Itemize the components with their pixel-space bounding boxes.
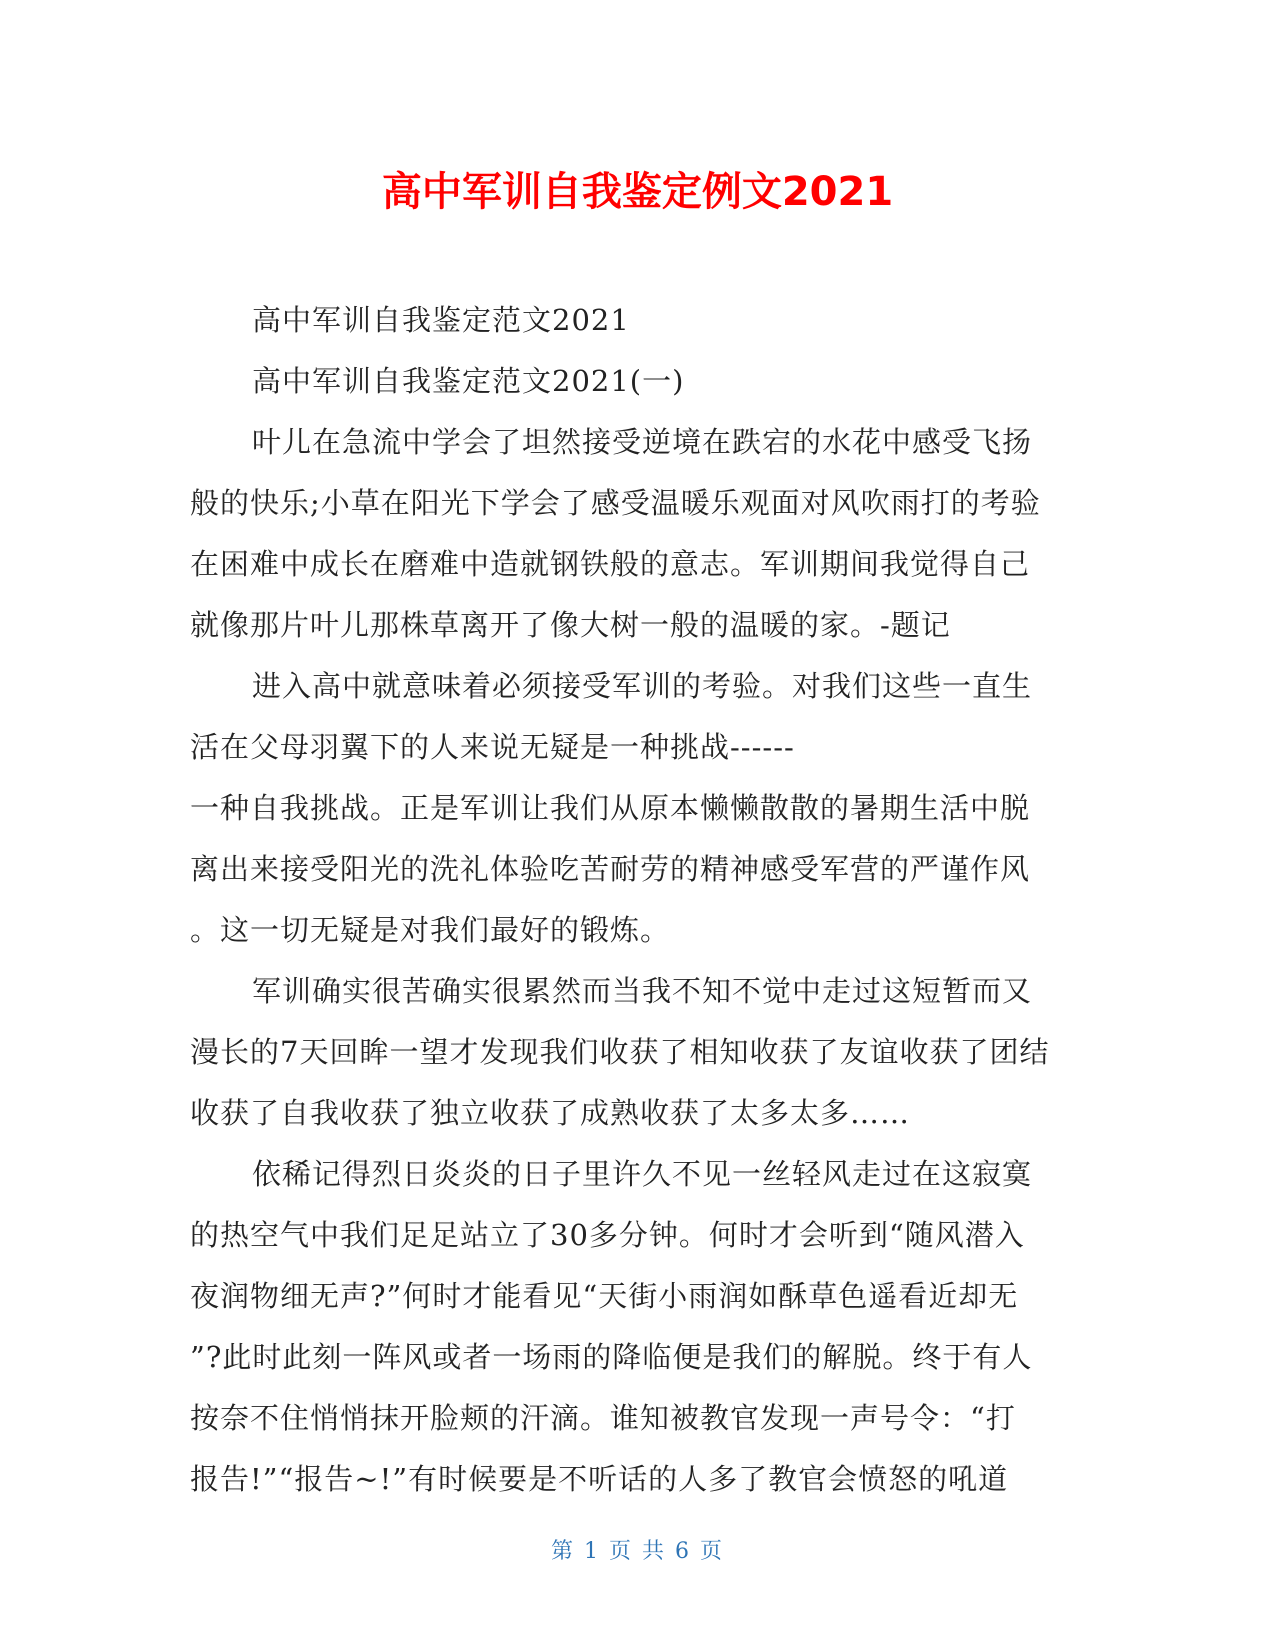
body-line: 漫长的7天回眸一望才发现我们收获了相知收获了友谊收获了团结 [190,1035,1050,1069]
body-line: 在困难中成长在磨难中造就钢铁般的意志。军训期间我觉得自己 [190,547,1031,581]
document-body [190,290,1085,1510]
body-line: 的热空气中我们足足站立了30多分钟。何时才会听到“随风潜入 [190,1218,1025,1252]
body-line: 依稀记得烈日炎炎的日子里许久不见一丝轻风走过在这寂寞 [252,1157,1033,1191]
body-line: 收获了自我收获了独立收获了成熟收获了太多太多…… [190,1096,911,1130]
body-line: 高中军训自我鉴定范文2021 [252,303,630,337]
body-line: 军训确实很苦确实很累然而当我不知不觉中走过这短暂而又 [252,974,1033,1008]
body-line: 夜润物细无声?”何时才能看见“天街小雨润如酥草色遥看近却无 [190,1279,1019,1313]
body-line: 活在父母羽翼下的人来说无疑是一种挑战------ [190,730,795,764]
body-line: 叶儿在急流中学会了坦然接受逆境在跌宕的水花中感受飞扬 [252,425,1033,459]
body-line: 一种自我挑战。正是军训让我们从原本懒懒散散的暑期生活中脱 [190,791,1031,825]
body-line: 报告!”“报告~!”有时候要是不听话的人多了教官会愤怒的吼道 [190,1462,1009,1496]
body-line: 进入高中就意味着必须接受军训的考验。对我们这些一直生 [252,669,1033,703]
body-line: 。这一切无疑是对我们最好的锻炼。 [190,913,671,947]
body-line: 就像那片叶儿那株草离开了像大树一般的温暖的家。-题记 [190,608,951,642]
body-line: 按奈不住悄悄抹开脸颊的汗滴。谁知被教官发现一声号令：“打 [190,1401,1016,1435]
page-number-footer: 第 1 页 共 6 页 [551,1539,724,1564]
body-line: 离出来接受阳光的洗礼体验吃苦耐劳的精神感受军营的严谨作风 [190,852,1031,886]
body-line: ”?此时此刻一阵风或者一场雨的降临便是我们的解脱。终于有人 [190,1340,1033,1374]
body-line: 般的快乐;小草在阳光下学会了感受温暖乐观面对风吹雨打的考验 [190,486,1041,520]
body-line: 高中军训自我鉴定范文2021(一) [252,364,685,398]
document-title: 高中军训自我鉴定例文2021 [381,169,894,215]
